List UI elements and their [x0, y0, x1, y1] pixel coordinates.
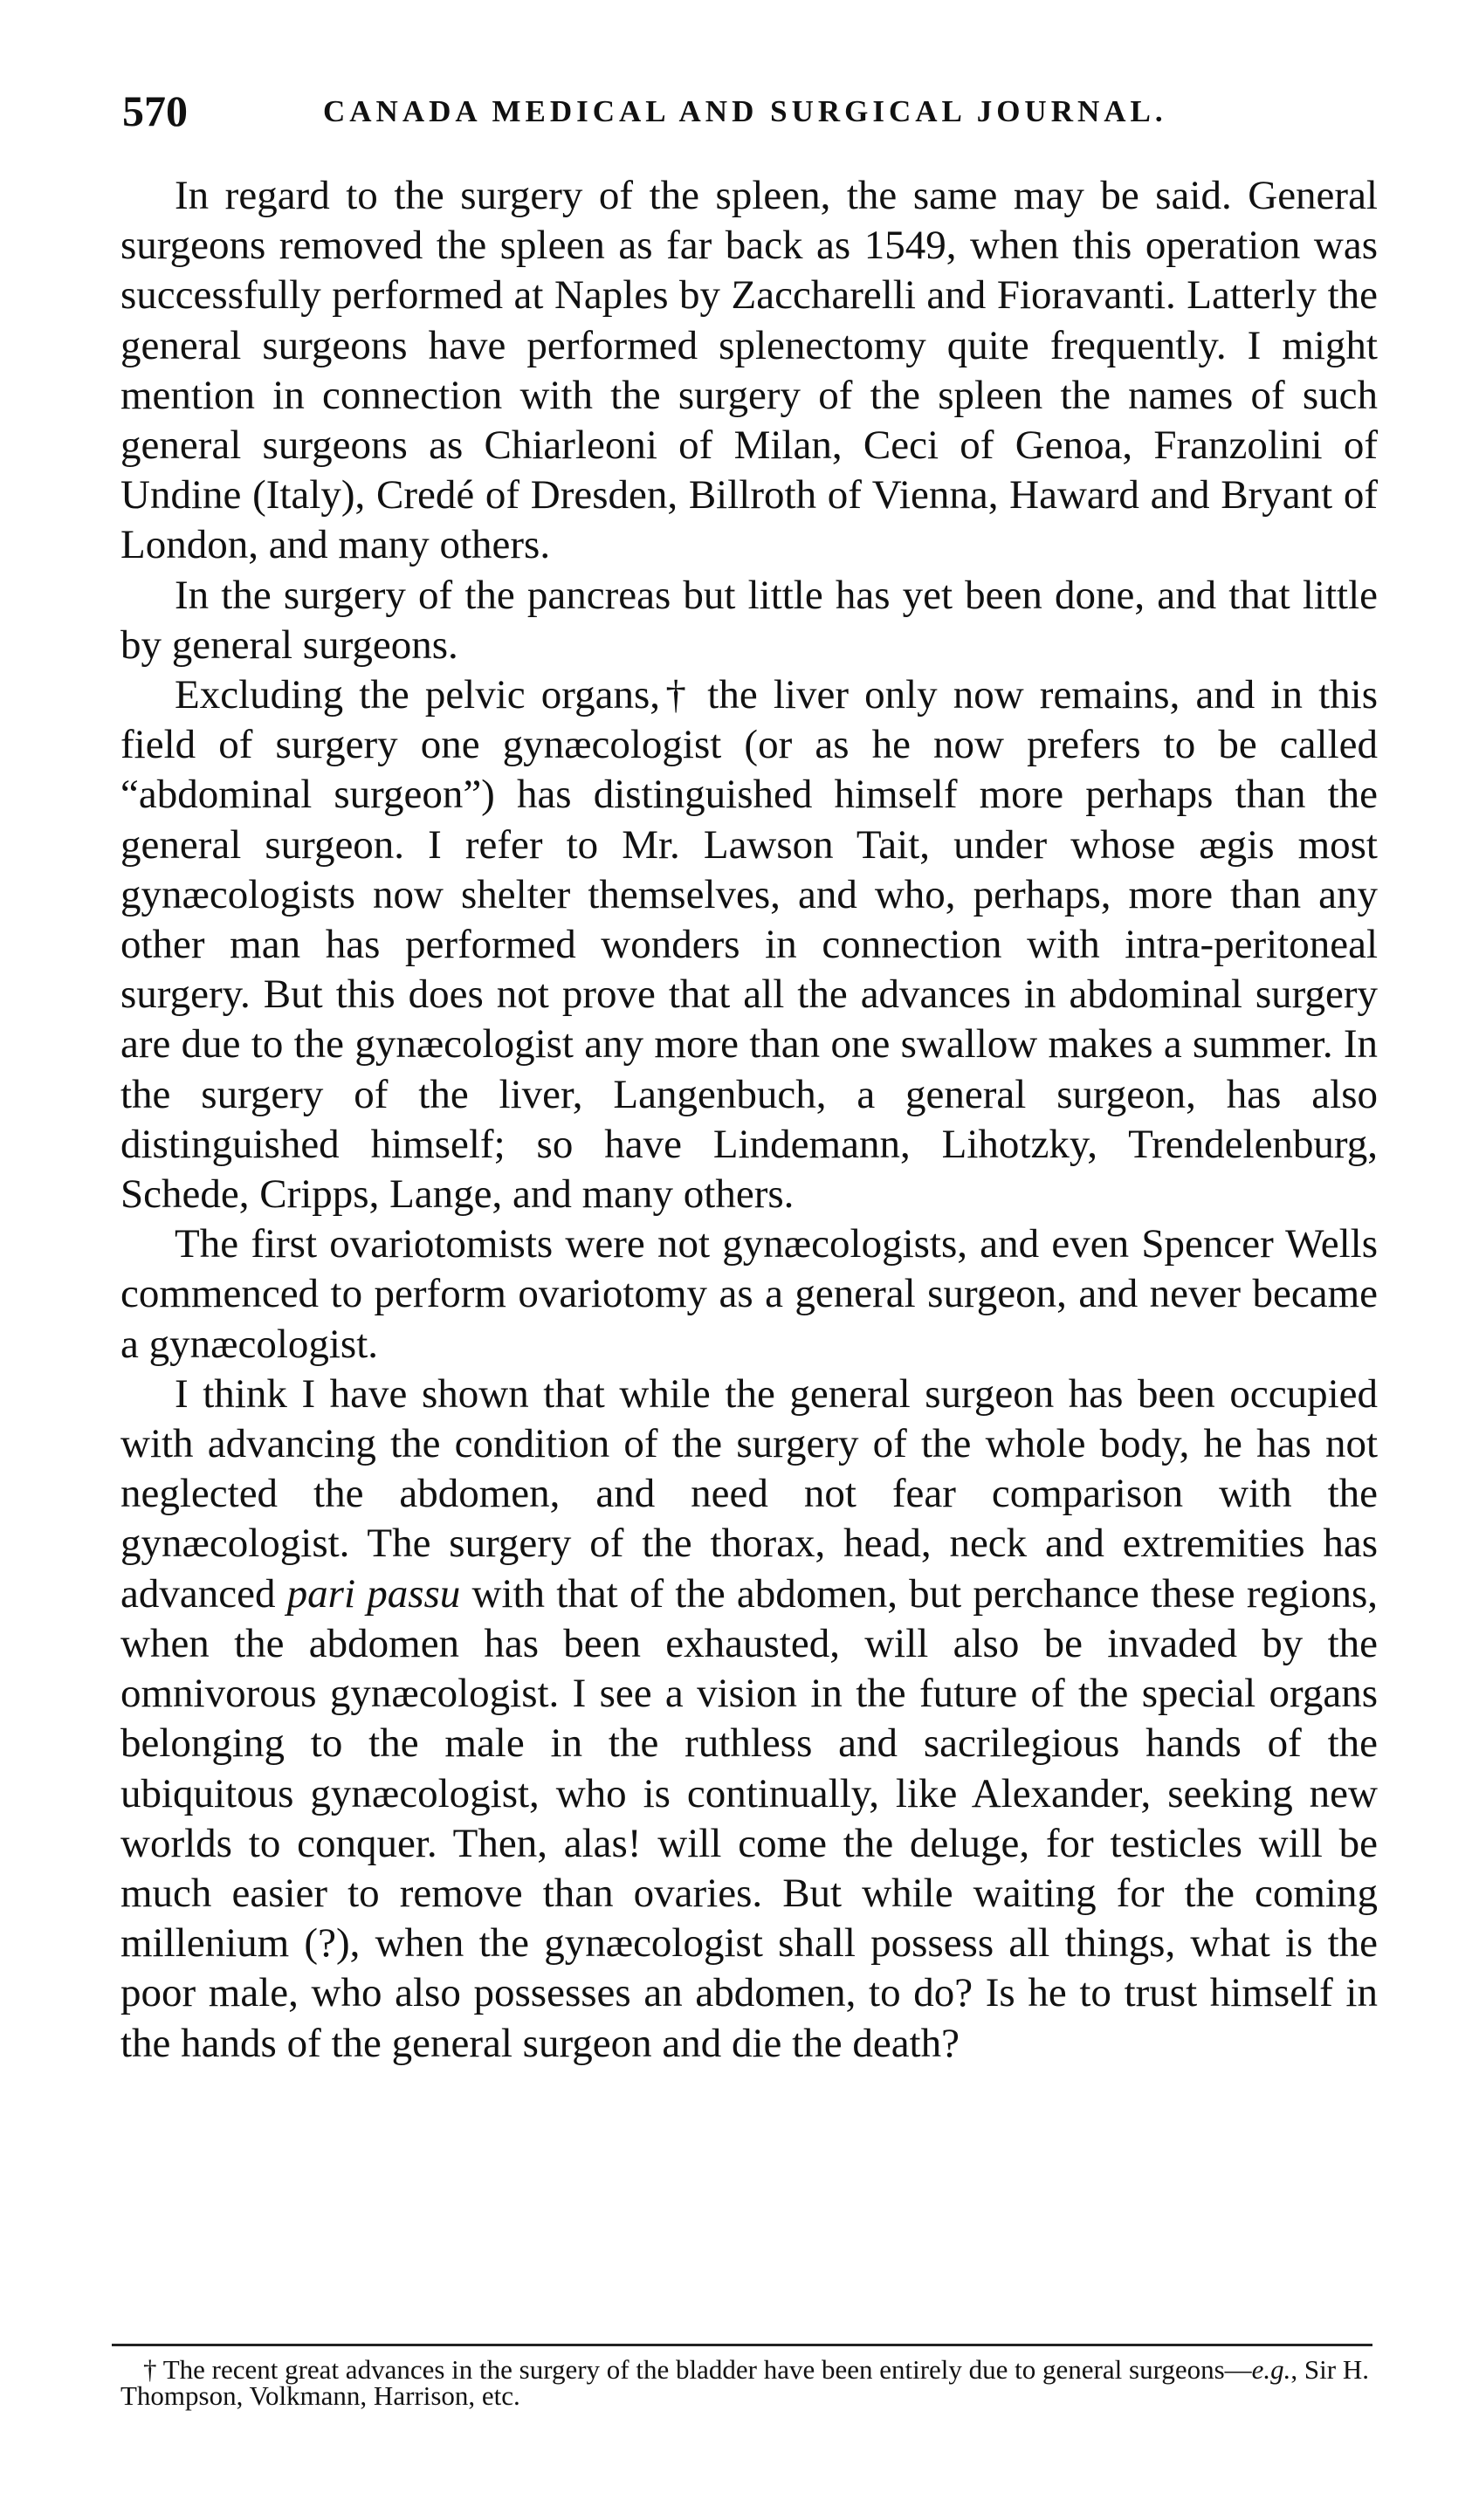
page-number: 570 [122, 86, 188, 135]
footnote-divider [112, 2344, 1372, 2346]
conclusion-text-start: I think I have shown that while the general surgeon has been occupied with advancing the condition of the surgery of the whole body, he has not neglected the abdomen, and need not fear comparison with the gynæcologist. The surgery of the thorax, head, neck and extremities has advanced [120, 1370, 1378, 1617]
running-head [122, 80, 1379, 141]
journal-title: CANADA MEDICAL AND SURGICAL JOURNAL. [323, 94, 1167, 128]
footnote-text-start: † The recent great advances in the surgery of the bladder have been entirely due to general surgeons— [143, 2354, 1252, 2385]
conclusion-text-end: with that of the abdomen, but perchance these regions, when the abdomen has been exhausted, will also be invaded by the omnivorous gynæcologist. I see a vision in the future of the special organs belonging to the male in the ruthless and sacrilegious hands of the ubiquitous gynæcologist, who is continually, like Alexander, seeking new worlds to conquer. Then, alas! will come the deluge, for testicles will be much easier to remove than ovaries. But while waiting for the coming millenium (?), when the gynæcologist shall possess all things, what is the poor male, who also possesses an abdomen, to do? Is he to trust himself in the hands of the general surgeon and die the death? [120, 1570, 1378, 2066]
footnote-italic: e.g. [1251, 2354, 1291, 2385]
paragraph-liver: Excluding the pelvic organs,† the liver only now remains, and in this field of surgery one gynæcologist (or as he now prefers to be called “abdominal surgeon”) has distinguished himself more perhaps than the general surgeon. I refer to Mr. Lawson Tait, under whose ægis most gynæcologists now shelter themselves, and who, perhaps, more than any other man has performed wonders in connection with intra-peritoneal surgery. But this does not prove that all the advances in abdominal surgery are due to the gynæcologist any more than one swallow makes a summer. In the surgery of the liver, Langenbuch, a general surgeon, has also distinguished himself; so have Lindemann, Lihotzky, Trendelenburg, Schede, Cripps, Lange, and many others. [120, 672, 1378, 1218]
paragraph-pancreas: In the surgery of the pancreas but little has yet been done, and that little by general surgeons. [120, 572, 1378, 668]
paragraph-conclusion [120, 1370, 1378, 2069]
article-body [120, 171, 1378, 2069]
footnote-text-end: , Sir H. Thompson, Volkmann, Harrison, etc. [120, 2354, 1369, 2411]
footnote [120, 2354, 1369, 2411]
italic-phrase: pari passu [286, 1570, 461, 1617]
paragraph-ovariotomists: The first ovariotomists were not gynæcologists, and even Spencer Wells commenced to perform ovariotomy as a general surgeon, and never became a gynæcologist. [120, 1221, 1378, 1367]
paragraph-spleen: In regard to the surgery of the spleen, the same may be said. General surgeons removed the spleen as far back as 1549, when this operation was successfully performed at Naples by Zaccharelli and Fioravanti. Latterly the general surgeons have performed splenectomy quite frequently. I might mention in connection with the surgery of the spleen the names of such general surgeons as Chiarleoni of Milan, Ceci of Genoa, Franzolini of Undine (Italy), Credé of Dresden, Billroth of Vienna, Haward and Bryant of London, and many others. [120, 173, 1378, 568]
